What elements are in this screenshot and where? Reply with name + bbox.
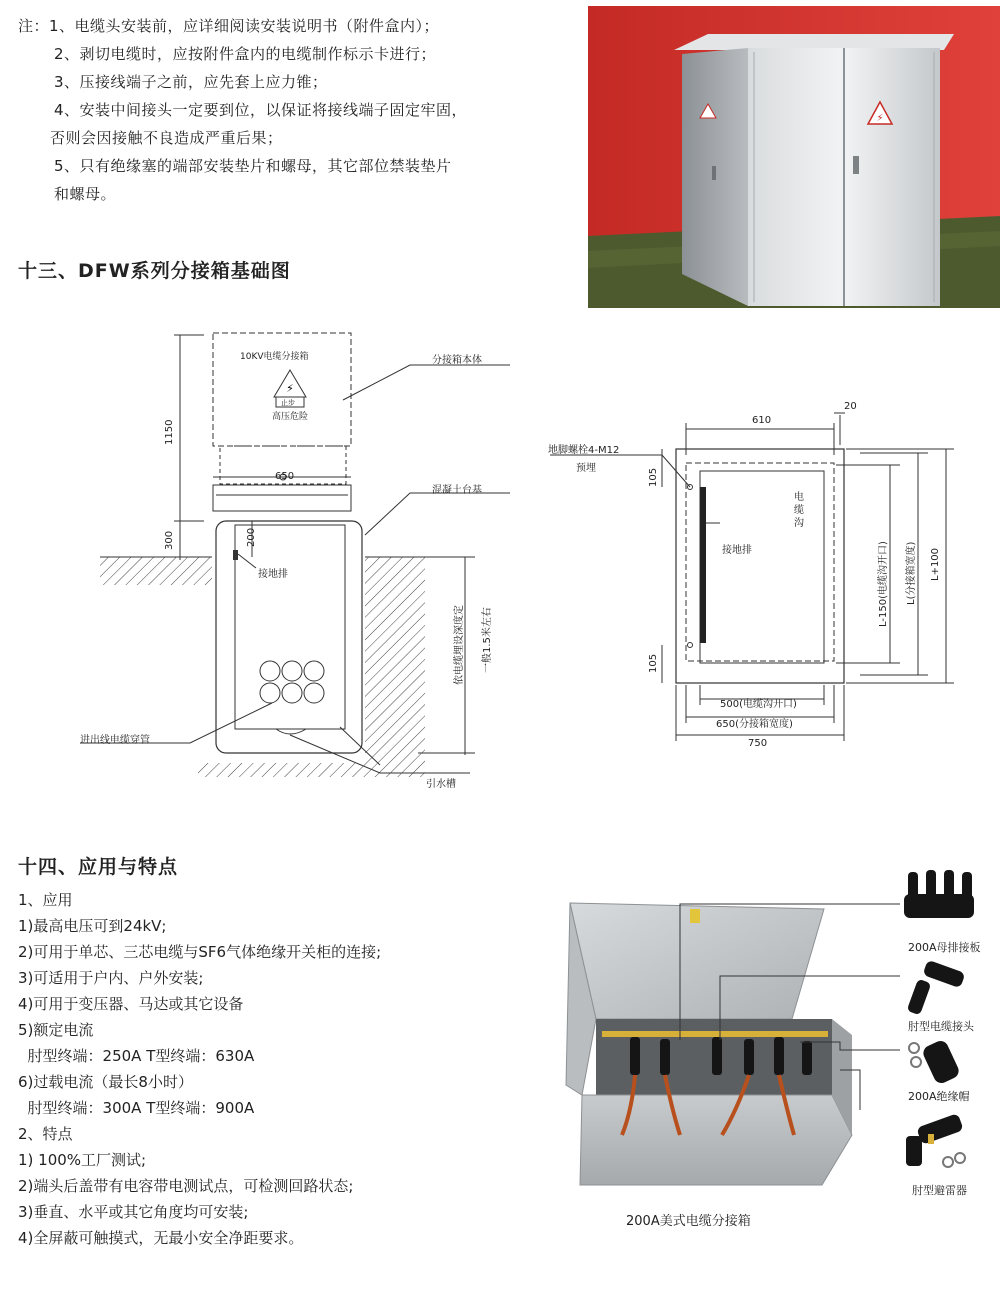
section-14-title: 十四、应用与特点 xyxy=(18,856,179,878)
foundation-section-diagram xyxy=(80,325,520,795)
dim-l150: L-150(电缆沟开口) xyxy=(878,541,889,627)
list-item: 2)端头后盖带有电容带电测试点，可检测回路状态; xyxy=(18,1177,354,1195)
list-item: 2、特点 xyxy=(18,1125,73,1143)
note-line-4: 4、安装中间接头一定要到位，以保证将接线端子固定牢固， xyxy=(54,101,468,119)
note-line-2: 2、剥切电缆时，应按附件盒内的电缆制作标示卡进行； xyxy=(54,45,437,63)
bolt-label: 地脚螺栓4-M12 xyxy=(548,445,620,456)
label-base: 混凝土台基 xyxy=(432,485,482,496)
dim-300: 300 xyxy=(164,530,175,550)
callout-lines xyxy=(660,890,910,1110)
note-line-7: 和螺母。 xyxy=(54,185,117,203)
part-busbar-image xyxy=(900,866,980,926)
depth-label-1: 依电缆埋设深度定 xyxy=(454,605,465,685)
list-item: 1、应用 xyxy=(18,891,73,909)
note-line-6: 5、只有绝缘塞的端部安装垫片和螺母，其它部位禁装垫片 xyxy=(54,157,452,175)
label-drain: 引水槽 xyxy=(426,779,456,790)
features-list xyxy=(18,890,381,1254)
foundation-plan-diagram xyxy=(540,395,960,755)
ground-label: 接地排 xyxy=(722,545,752,556)
label-ground: 接地排 xyxy=(258,569,288,580)
part-label-busbar: 200A母排接板 xyxy=(908,941,981,954)
dim-500: 500(电缆沟开口) xyxy=(720,699,797,710)
list-item: 6)过载电流（最长8小时） xyxy=(18,1073,193,1091)
part-label-arrester: 肘型避雷器 xyxy=(912,1184,967,1197)
trench-label: 电缆沟 xyxy=(794,492,804,529)
dim-750: 750 xyxy=(748,738,768,749)
label-pipe: 进出线电缆穿管 xyxy=(80,735,150,746)
depth-label-2: 一般1.5米左右 xyxy=(482,607,493,673)
dim-1150: 1150 xyxy=(164,419,175,445)
list-item: 2)可用于单芯、三芯电缆与SF6气体绝缘开关柜的连接; xyxy=(18,943,382,961)
list-item: 3)垂直、水平或其它角度均可安装; xyxy=(18,1203,249,1221)
part-cap-image xyxy=(904,1036,974,1086)
list-item: 5)额定电流 xyxy=(18,1021,94,1039)
list-item: 4)可用于变压器、马达或其它设备 xyxy=(18,995,244,1013)
dim-610: 610 xyxy=(752,415,772,426)
svg-text:⚡: ⚡ xyxy=(876,113,884,124)
box-title: 10KV电缆分接箱 xyxy=(240,352,309,362)
dim-650: 650 xyxy=(275,471,295,482)
list-item: 肘型终端：300A T型终端：900A xyxy=(18,1099,255,1117)
label-body: 分接箱本体 xyxy=(432,355,482,366)
product-caption: 200A美式电缆分接箱 xyxy=(626,1214,751,1229)
sign-top: 止步 xyxy=(281,399,295,407)
dim-650-plan: 650(分接箱宽度) xyxy=(716,719,793,730)
dim-105-top: 105 xyxy=(648,467,659,487)
note-line-3: 3、压接线端子之前，应先套上应力锥； xyxy=(54,73,328,91)
svg-text:⚡: ⚡ xyxy=(286,382,294,395)
list-item: 3)可适用于户内、户外安装; xyxy=(18,969,204,987)
note-line-1: 注：1、电缆头安装前，应详细阅读安装说明书（附件盒内）； xyxy=(18,17,440,35)
part-elbow-image xyxy=(904,958,974,1018)
list-item: 肘型终端：250A T型终端：630A xyxy=(18,1047,255,1065)
list-item: 1)最高电压可到24kV; xyxy=(18,917,167,935)
dim-105-bottom: 105 xyxy=(648,653,659,673)
bolt-sub: 预埋 xyxy=(576,463,596,474)
note-line-5: 否则会因接触不良造成严重后果； xyxy=(50,129,283,147)
part-arrester-image xyxy=(898,1110,978,1172)
dim-l100: L+100 xyxy=(930,547,941,581)
part-label-cap: 200A绝缘帽 xyxy=(908,1090,970,1103)
part-label-elbow: 肘型电缆接头 xyxy=(908,1020,974,1033)
section-13-title: 十三、DFW系列分接箱基础图 xyxy=(18,260,291,282)
list-item: 1) 100%工厂测试; xyxy=(18,1151,147,1169)
dim-200: 200 xyxy=(246,527,257,547)
list-item: 4)全屏蔽可触摸式，无最小安全净距要求。 xyxy=(18,1229,304,1247)
sign-bottom: 高压危险 xyxy=(272,412,309,422)
dim-20: 20 xyxy=(844,401,857,412)
dim-l: L(分接箱宽度) xyxy=(906,541,917,605)
cabinet-photo xyxy=(588,6,1000,308)
